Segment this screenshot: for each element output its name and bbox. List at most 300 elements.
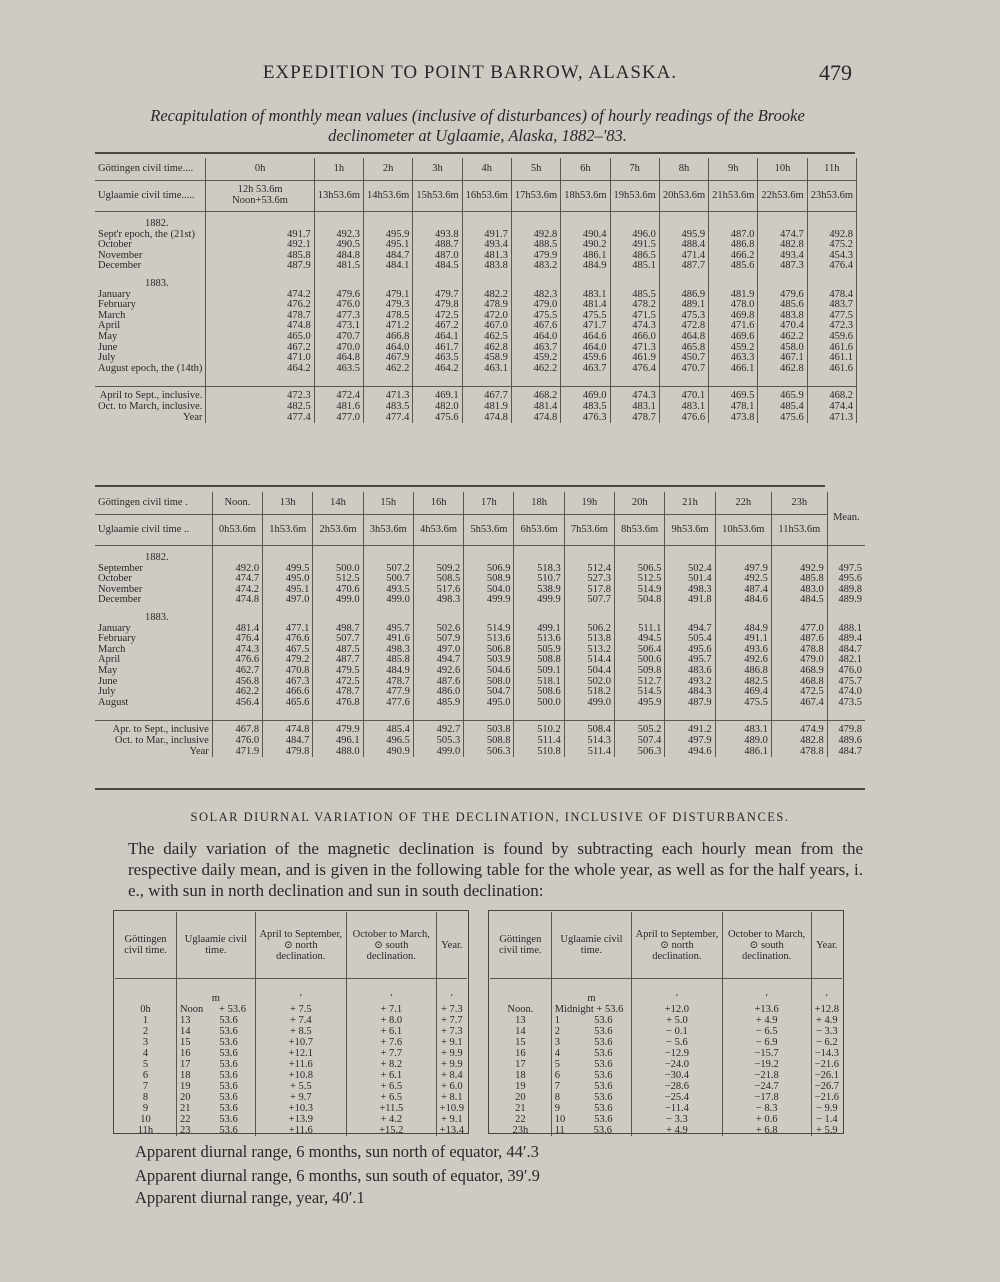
column-header: October to March, ⊙ south declination. xyxy=(722,912,811,979)
hourly-value: 472.3 xyxy=(807,321,856,332)
variation-value: −30.4 xyxy=(632,1070,722,1081)
summary-value: 473.8 xyxy=(709,413,758,424)
table-row xyxy=(115,1048,467,1059)
spacer-cell xyxy=(564,606,614,613)
gottingen-time: 13 xyxy=(490,1015,551,1026)
variation-value: + 9.9 xyxy=(440,1059,463,1070)
table-row xyxy=(95,364,857,375)
spacer-cell xyxy=(564,708,614,721)
spacer-cell xyxy=(758,272,807,279)
spacer-cell xyxy=(212,546,262,554)
empty-cell xyxy=(314,279,363,290)
hourly-value: 484.3 xyxy=(665,687,715,698)
hourly-value: 472.5 xyxy=(413,311,462,322)
gottingen-time: 8 xyxy=(115,1092,176,1103)
year-row xyxy=(95,613,865,624)
row-label: November xyxy=(95,585,212,596)
hourly-value: 462.2 xyxy=(364,364,413,375)
summary-value: 506.3 xyxy=(464,747,514,758)
table-row xyxy=(115,1026,467,1037)
summary-value: 508.8 xyxy=(464,736,514,747)
hourly-value: 495.6 xyxy=(665,645,715,656)
variation-value: −11.4 xyxy=(632,1103,722,1114)
hourly-value: 474.8 xyxy=(206,321,314,332)
spacer-cell xyxy=(462,374,511,387)
hourly-value: 466.6 xyxy=(263,687,313,698)
summary-value: 490.9 xyxy=(363,747,413,758)
unit-row xyxy=(115,979,467,1005)
footer-line-3: Apparent diurnal range, year, 40′.1 xyxy=(135,1188,365,1207)
variation-value: + 8.1 xyxy=(440,1092,463,1103)
spacer-cell xyxy=(561,272,610,279)
variation-value: +12.8 xyxy=(814,1004,839,1015)
hourly-value: 478.5 xyxy=(364,311,413,322)
variation-value: + 8.2 xyxy=(346,1059,436,1070)
hourly-value: 478.7 xyxy=(363,677,413,688)
variation-value: +11.6 xyxy=(255,1059,346,1070)
mean-value: 476.0 xyxy=(827,666,865,677)
gottingen-time: 20 xyxy=(490,1092,551,1103)
summary-value: 469.1 xyxy=(413,391,462,402)
spacer-cell xyxy=(610,374,659,387)
hourly-value: 507.2 xyxy=(363,564,413,575)
summary-label: Oct. to March, inclusive. xyxy=(95,402,206,413)
gottingen-hour: 6h xyxy=(561,158,610,181)
header-row xyxy=(490,912,842,979)
hourly-value: 470.0 xyxy=(314,343,363,354)
table-row xyxy=(490,1059,842,1070)
table-row xyxy=(115,1114,467,1125)
summary-value: 492.7 xyxy=(413,725,463,736)
spacer-cell xyxy=(827,708,865,721)
hourly-value: 475.3 xyxy=(659,311,708,322)
gottingen-time: 17 xyxy=(490,1059,551,1070)
variation-value: +13.4 xyxy=(439,1125,464,1136)
hourly-value: 493.4 xyxy=(462,240,511,251)
table-row xyxy=(490,1081,842,1092)
hourly-value: 469.8 xyxy=(709,311,758,322)
hourly-value: 482.5 xyxy=(715,677,771,688)
spacer-cell xyxy=(709,374,758,387)
hourly-value: 462.2 xyxy=(212,687,262,698)
spacer-row xyxy=(95,708,865,721)
hourly-value: 462.8 xyxy=(462,343,511,354)
gottingen-time: 2 xyxy=(115,1026,176,1037)
hourly-value: 504.4 xyxy=(564,666,614,677)
hourly-value: 479.1 xyxy=(364,290,413,301)
summary-value: 503.8 xyxy=(464,725,514,736)
hourly-value: 464.0 xyxy=(364,343,413,354)
hourly-value: 470.6 xyxy=(313,585,363,596)
variation-value: +10.3 xyxy=(255,1103,346,1114)
summary-value: 471.3 xyxy=(807,413,856,424)
uglaamie-time: 3 53.6 xyxy=(551,1037,632,1048)
spacer-cell xyxy=(95,708,212,721)
gottingen-hour: 20h xyxy=(615,492,665,515)
gottingen-time: 14 xyxy=(490,1026,551,1037)
hourly-value: 493.5 xyxy=(363,585,413,596)
row-label: December xyxy=(95,261,206,272)
hourly-value: 487.0 xyxy=(413,251,462,262)
summary-value: 474.8 xyxy=(263,725,313,736)
spacer-cell xyxy=(827,606,865,613)
hourly-value: 479.2 xyxy=(263,655,313,666)
table-row xyxy=(115,1015,467,1026)
uglaamie-hour: 7h53.6m xyxy=(564,515,614,546)
uglaamie-time: Midnight + 53.6 xyxy=(551,1004,632,1015)
hourly-value: 491.1 xyxy=(715,634,771,645)
hourly-value: 499.0 xyxy=(363,595,413,606)
empty-cell xyxy=(314,219,363,230)
variation-value: + 9.7 xyxy=(255,1092,346,1103)
variation-value: −21.8 xyxy=(722,1070,811,1081)
hourly-value: 478.2 xyxy=(610,300,659,311)
empty-cell xyxy=(610,279,659,290)
hourly-value: 482.3 xyxy=(511,290,560,301)
hourly-value: 490.5 xyxy=(314,240,363,251)
hourly-value: 471.2 xyxy=(364,321,413,332)
variation-value: + 7.7 xyxy=(440,1015,463,1026)
hourly-value: 456.8 xyxy=(212,677,262,688)
hourly-value: 503.9 xyxy=(464,655,514,666)
hourly-value: 468.8 xyxy=(771,677,827,688)
hourly-value: 471.7 xyxy=(561,321,610,332)
hourly-value: 508.0 xyxy=(464,677,514,688)
gottingen-time: 23h xyxy=(490,1125,551,1136)
table2-top-rule xyxy=(95,485,825,487)
spacer-cell xyxy=(95,374,206,387)
caption-line-2: declinometer at Uglaamie, Alaska, 1882–'83. xyxy=(328,126,627,145)
empty-cell xyxy=(659,219,708,230)
uglaamie-hour: 13h53.6m xyxy=(314,181,363,212)
variation-value: + 4.9 xyxy=(632,1125,722,1136)
gottingen-label: Göttingen civil time.... xyxy=(95,158,206,181)
hourly-value: 484.9 xyxy=(363,666,413,677)
variation-value: +15.2 xyxy=(346,1125,436,1136)
hourly-value: 462.2 xyxy=(758,332,807,343)
spacer-cell xyxy=(514,606,564,613)
gottingen-hour: 8h xyxy=(659,158,708,181)
column-header: Göttingen civil time. xyxy=(115,912,176,979)
hourly-value: 499.0 xyxy=(564,698,614,709)
table-row xyxy=(115,1004,467,1015)
hourly-value: 474.2 xyxy=(206,290,314,301)
variation-value: −21.6 xyxy=(814,1059,839,1070)
hourly-value: 504.7 xyxy=(464,687,514,698)
variation-value: − 0.1 xyxy=(632,1026,722,1037)
column-header: Uglaamie civil time. xyxy=(551,912,632,979)
summary-value: 476.0 xyxy=(212,736,262,747)
column-header: April to September, ⊙ north declination. xyxy=(632,912,722,979)
summary-value: 482.8 xyxy=(771,736,827,747)
table-row xyxy=(95,332,857,343)
summary-row xyxy=(95,736,865,747)
hourly-value: 499.0 xyxy=(313,595,363,606)
uglaamie-hour: 8h53.6m xyxy=(615,515,665,546)
table-row xyxy=(115,1125,467,1136)
variation-value: + 6.0 xyxy=(440,1081,463,1092)
variation-value: + 4.9 xyxy=(722,1015,811,1026)
hourly-value: 506.9 xyxy=(464,564,514,575)
footer-line-2: Apparent diurnal range, 6 months, sun south of equator, 39′.9 xyxy=(135,1166,540,1185)
variation-value: −26.1 xyxy=(814,1070,839,1081)
hourly-value: 476.6 xyxy=(263,634,313,645)
hourly-value: 479.6 xyxy=(314,290,363,301)
unit-mark: ' xyxy=(722,979,811,1005)
uglaamie-hour: 22h53.6m xyxy=(758,181,807,212)
hourly-value: 504.0 xyxy=(464,585,514,596)
hourly-value: 483.2 xyxy=(511,261,560,272)
hourly-value: 486.8 xyxy=(709,240,758,251)
summary-value: 472.4 xyxy=(314,391,363,402)
table-row xyxy=(490,1026,842,1037)
hourly-value: 514.4 xyxy=(564,655,614,666)
hourly-value: 474.7 xyxy=(212,574,262,585)
column-header: Year. xyxy=(436,912,467,979)
uglaamie-hour: 6h53.6m xyxy=(514,515,564,546)
summary-value: 499.0 xyxy=(413,747,463,758)
row-label: July xyxy=(95,687,212,698)
variation-value: + 9.1 xyxy=(440,1037,463,1048)
hourly-value: 492.6 xyxy=(413,666,463,677)
spacer-cell xyxy=(462,212,511,220)
spacer-cell xyxy=(771,708,827,721)
hourly-value: 479.8 xyxy=(413,300,462,311)
hourly-value: 499.9 xyxy=(514,595,564,606)
variation-value: + 7.7 xyxy=(346,1048,436,1059)
spacer-cell xyxy=(363,606,413,613)
summary-value: 483.5 xyxy=(561,402,610,413)
hourly-value: 468.9 xyxy=(771,666,827,677)
hourly-value: 465.0 xyxy=(206,332,314,343)
hourly-value: 479.0 xyxy=(511,300,560,311)
hourly-value: 467.5 xyxy=(263,645,313,656)
row-label: May xyxy=(95,666,212,677)
hourly-value: 495.9 xyxy=(615,698,665,709)
hourly-value: 485.5 xyxy=(610,290,659,301)
diurnal-variation-table-right xyxy=(490,912,842,1136)
table-row xyxy=(490,1103,842,1114)
mean-value: 495.6 xyxy=(827,574,865,585)
hourly-value: 476.4 xyxy=(807,261,856,272)
summary-label: Apr. to Sept., inclusive xyxy=(95,725,212,736)
empty-cell xyxy=(715,553,771,564)
hourly-value: 476.4 xyxy=(212,634,262,645)
summary-value: 510.8 xyxy=(514,747,564,758)
hourly-value: 467.3 xyxy=(263,677,313,688)
summary-value: 477.0 xyxy=(314,413,363,424)
spacer-cell xyxy=(771,546,827,554)
row-label: Sept'r epoch, the (21st) xyxy=(95,230,206,241)
empty-cell xyxy=(807,279,856,290)
spacer-cell xyxy=(511,374,560,387)
variation-value: + 7.3 xyxy=(440,1004,463,1015)
hourly-value: 474.3 xyxy=(212,645,262,656)
year-label: 1882. xyxy=(95,219,206,230)
hourly-value: 493.6 xyxy=(715,645,771,656)
hourly-value: 484.6 xyxy=(715,595,771,606)
empty-cell xyxy=(715,613,771,624)
variation-value: − 3.3 xyxy=(632,1114,722,1125)
hourly-value: 507.7 xyxy=(313,634,363,645)
summary-label: Year xyxy=(95,747,212,758)
spacer-cell xyxy=(464,606,514,613)
variation-value: −15.7 xyxy=(722,1048,811,1059)
year-label: 1883. xyxy=(95,613,212,624)
uglaamie-hour: 10h53.6m xyxy=(715,515,771,546)
uglaamie-hour: 9h53.6m xyxy=(665,515,715,546)
spacer-cell xyxy=(212,708,262,721)
hourly-value: 466.1 xyxy=(709,364,758,375)
unit-mark: m xyxy=(551,979,632,1005)
hourly-value: 459.6 xyxy=(807,332,856,343)
gottingen-hour: 13h xyxy=(263,492,313,515)
hourly-value: 506.8 xyxy=(464,645,514,656)
hourly-value: 482.8 xyxy=(758,240,807,251)
spacer-cell xyxy=(313,606,363,613)
uglaamie-time: 9 53.6 xyxy=(551,1103,632,1114)
hourly-value: 476.6 xyxy=(212,655,262,666)
hourly-value: 486.9 xyxy=(659,290,708,301)
mean-value: 488.1 xyxy=(827,624,865,635)
spacer-cell xyxy=(659,272,708,279)
hourly-value: 487.4 xyxy=(715,585,771,596)
row-label: September xyxy=(95,564,212,575)
empty-cell xyxy=(615,553,665,564)
empty-cell xyxy=(827,613,865,624)
hourly-value: 492.1 xyxy=(206,240,314,251)
table-row xyxy=(490,1037,842,1048)
hourly-value: 506.5 xyxy=(615,564,665,575)
hourly-value: 486.8 xyxy=(715,666,771,677)
variation-value: +11.6 xyxy=(255,1125,346,1136)
empty-cell xyxy=(413,219,462,230)
empty-cell xyxy=(413,279,462,290)
summary-value: 470.1 xyxy=(659,391,708,402)
hourly-value: 469.4 xyxy=(715,687,771,698)
spacer-cell xyxy=(464,708,514,721)
hourly-value: 462.2 xyxy=(511,364,560,375)
hourly-value: 505.9 xyxy=(514,645,564,656)
row-label: June xyxy=(95,343,206,354)
hourly-value: 476.2 xyxy=(206,300,314,311)
spacer-cell xyxy=(659,374,708,387)
unit-mark: ' xyxy=(825,993,828,1004)
spacer-cell xyxy=(462,272,511,279)
page-number: 479 xyxy=(819,60,852,85)
summary-value: 478.8 xyxy=(771,747,827,758)
hourly-value: 495.9 xyxy=(659,230,708,241)
gottingen-time: 16 xyxy=(490,1048,551,1059)
gottingen-hour: 7h xyxy=(610,158,659,181)
hourly-value: 484.8 xyxy=(314,251,363,262)
hourly-value: 467.0 xyxy=(462,321,511,332)
hourly-value: 511.1 xyxy=(615,624,665,635)
spacer-cell xyxy=(263,708,313,721)
summary-value: 465.9 xyxy=(758,391,807,402)
hourly-value: 481.4 xyxy=(212,624,262,635)
gottingen-hour: 14h xyxy=(313,492,363,515)
summary-value: 488.0 xyxy=(313,747,363,758)
row-label: December xyxy=(95,595,212,606)
hourly-value: 461.6 xyxy=(807,364,856,375)
hourly-value: 498.7 xyxy=(313,624,363,635)
row-label: February xyxy=(95,300,206,311)
hourly-value: 487.0 xyxy=(709,230,758,241)
hourly-value: 492.3 xyxy=(314,230,363,241)
summary-value: 478.7 xyxy=(610,413,659,424)
hourly-value: 477.0 xyxy=(771,624,827,635)
row-label: April xyxy=(95,321,206,332)
hourly-value: 479.6 xyxy=(758,290,807,301)
variation-value: + 7.4 xyxy=(255,1015,346,1026)
uglaamie-label: Uglaamie civil time .. xyxy=(95,515,212,546)
mean-value: 489.4 xyxy=(827,634,865,645)
variation-value: − 3.3 xyxy=(816,1026,838,1037)
hourly-value: 487.6 xyxy=(771,634,827,645)
hourly-value: 470.7 xyxy=(314,332,363,343)
year-label: 1883. xyxy=(95,279,206,290)
hourly-value: 483.1 xyxy=(561,290,610,301)
uglaamie-time: 15 53.6 xyxy=(176,1037,255,1048)
hourly-value: 501.4 xyxy=(665,574,715,585)
variation-value: + 8.0 xyxy=(346,1015,436,1026)
summary-value: 468.2 xyxy=(511,391,560,402)
row-label: January xyxy=(95,290,206,301)
hourly-value: 507.7 xyxy=(564,595,614,606)
spacer-cell xyxy=(263,546,313,554)
hourly-value: 538.9 xyxy=(514,585,564,596)
mean-value: 482.1 xyxy=(827,655,865,666)
monthly-means-table-1 xyxy=(95,158,857,423)
hourly-value: 495.0 xyxy=(263,574,313,585)
empty-cell xyxy=(313,613,363,624)
hourly-value: 500.0 xyxy=(514,698,564,709)
uglaamie-hour: 2h53.6m xyxy=(313,515,363,546)
hourly-value: 518.2 xyxy=(564,687,614,698)
summary-label: Oct. to Mar., inclusive xyxy=(95,736,212,747)
year-row xyxy=(95,219,857,230)
hourly-value: 475.5 xyxy=(511,311,560,322)
hourly-value: 485.6 xyxy=(758,300,807,311)
hourly-value: 477.5 xyxy=(807,311,856,322)
hourly-value: 498.3 xyxy=(363,645,413,656)
header-row-gottingen xyxy=(95,158,857,181)
uglaamie-hour: 17h53.6m xyxy=(511,181,560,212)
spacer-cell xyxy=(314,374,363,387)
mean-value: 474.0 xyxy=(827,687,865,698)
hourly-value: 479.3 xyxy=(364,300,413,311)
uglaamie-time: 17 53.6 xyxy=(176,1059,255,1070)
hourly-value: 500.6 xyxy=(615,655,665,666)
gottingen-time: 6 xyxy=(115,1070,176,1081)
unit-mark: ' xyxy=(450,993,453,1004)
gottingen-time: 9 xyxy=(115,1103,176,1114)
hourly-value: 487.3 xyxy=(758,261,807,272)
gottingen-time: 4 xyxy=(115,1048,176,1059)
header-row-gottingen xyxy=(95,492,865,515)
hourly-value: 504.6 xyxy=(464,666,514,677)
summary-value: 481.9 xyxy=(462,402,511,413)
hourly-value: 495.9 xyxy=(364,230,413,241)
empty-cell xyxy=(561,219,610,230)
summary-value: 496.1 xyxy=(313,736,363,747)
hourly-value: 481.9 xyxy=(709,290,758,301)
hourly-value: 464.1 xyxy=(413,332,462,343)
spacer-cell xyxy=(206,212,314,220)
spacer-cell xyxy=(364,272,413,279)
hourly-value: 481.4 xyxy=(561,300,610,311)
